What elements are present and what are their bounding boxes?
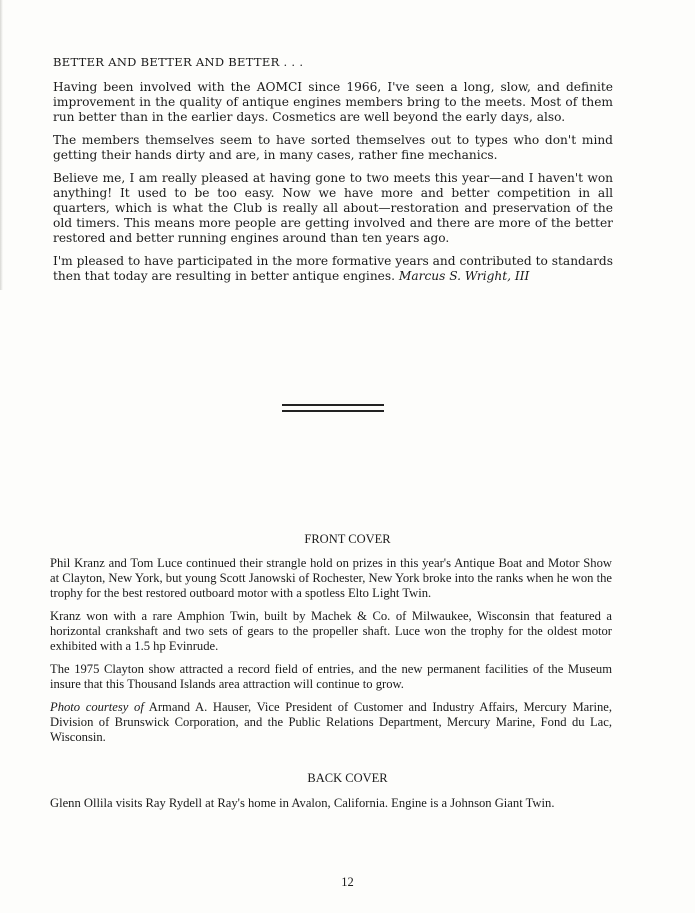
front-cover-paragraph-2: Kranz won with a rare Amphion Twin, built by Machek & Co. of Milwaukee, Wisconsin that featured a horizontal crankshaft and two sets of gears to the propeller shaft. Luce won the trophy for the oldest motor exhibited with a 1.5 hp Evinrude. [50,609,612,653]
front-cover-paragraph-1: Phil Kranz and Tom Luce continued their strangle hold on prizes in this year's Antique Boat and Motor Show at Clayton, New York, but young Scott Janowski of Rochester, New York broke into the ranks when he won the trophy for the best restored outboard motor with a spotless Elto Light Twin. [50,556,612,600]
article-paragraph-3: Believe me, I am really pleased at having gone to two meets this year—and I haven't won anything! It used to be too easy. Now we have more and better competition in all quarters, which is what the Club is really all about—restoration and preservation of the old timers. This means more people are getting involved and there are more of the better restored and better running engines around than ten years ago. [53,171,613,245]
section-divider-bottom [282,410,384,412]
back-cover-heading: BACK COVER [307,771,388,785]
page-edge-shadow [0,0,3,290]
photo-credit-label: Photo courtesy of [50,700,144,714]
page-number: 12 [341,875,354,889]
article-paragraph-2: The members themselves seem to have sorted themselves out to types who don't mind getting their hands dirty and are, in many cases, rather fine mechanics. [53,133,613,162]
article-paragraph-1: Having been involved with the AOMCI since 1966, I've seen a long, slow, and definite improvement in the quality of antique engines members bring to the meets. Most of them run better than in the earlier days. Cosmetics are well beyond the early days, also. [53,80,613,124]
photo-credit [50,700,612,745]
article-body [53,80,613,292]
article-signature: Marcus S. Wright, III [398,269,530,283]
back-cover-body [50,796,612,819]
photo-credit-text: Armand A. Hauser, Vice President of Customer and Industry Affairs, Mercury Marine, Division of Brunswick Corporation, and the Public Relations Department, Mercury Marine, Fond du Lac, Wisconsin. [50,700,612,744]
section-divider-top [282,404,384,406]
article-heading: BETTER AND BETTER AND BETTER . . . [53,55,304,69]
article-paragraph-4-text: I'm pleased to have participated in the more formative years and contributed to standards then that today are resulting in better antique engines. [53,254,613,283]
article-paragraph-4 [53,254,613,284]
back-cover-paragraph: Glenn Ollila visits Ray Rydell at Ray's home in Avalon, California. Engine is a Johnson Giant Twin. [50,796,555,810]
front-cover-paragraph-3: The 1975 Clayton show attracted a record field of entries, and the new permanent facilities of the Museum insure that this Thousand Islands area attraction will continue to grow. [50,662,612,691]
front-cover-heading: FRONT COVER [304,532,391,546]
front-cover-body [50,556,612,753]
